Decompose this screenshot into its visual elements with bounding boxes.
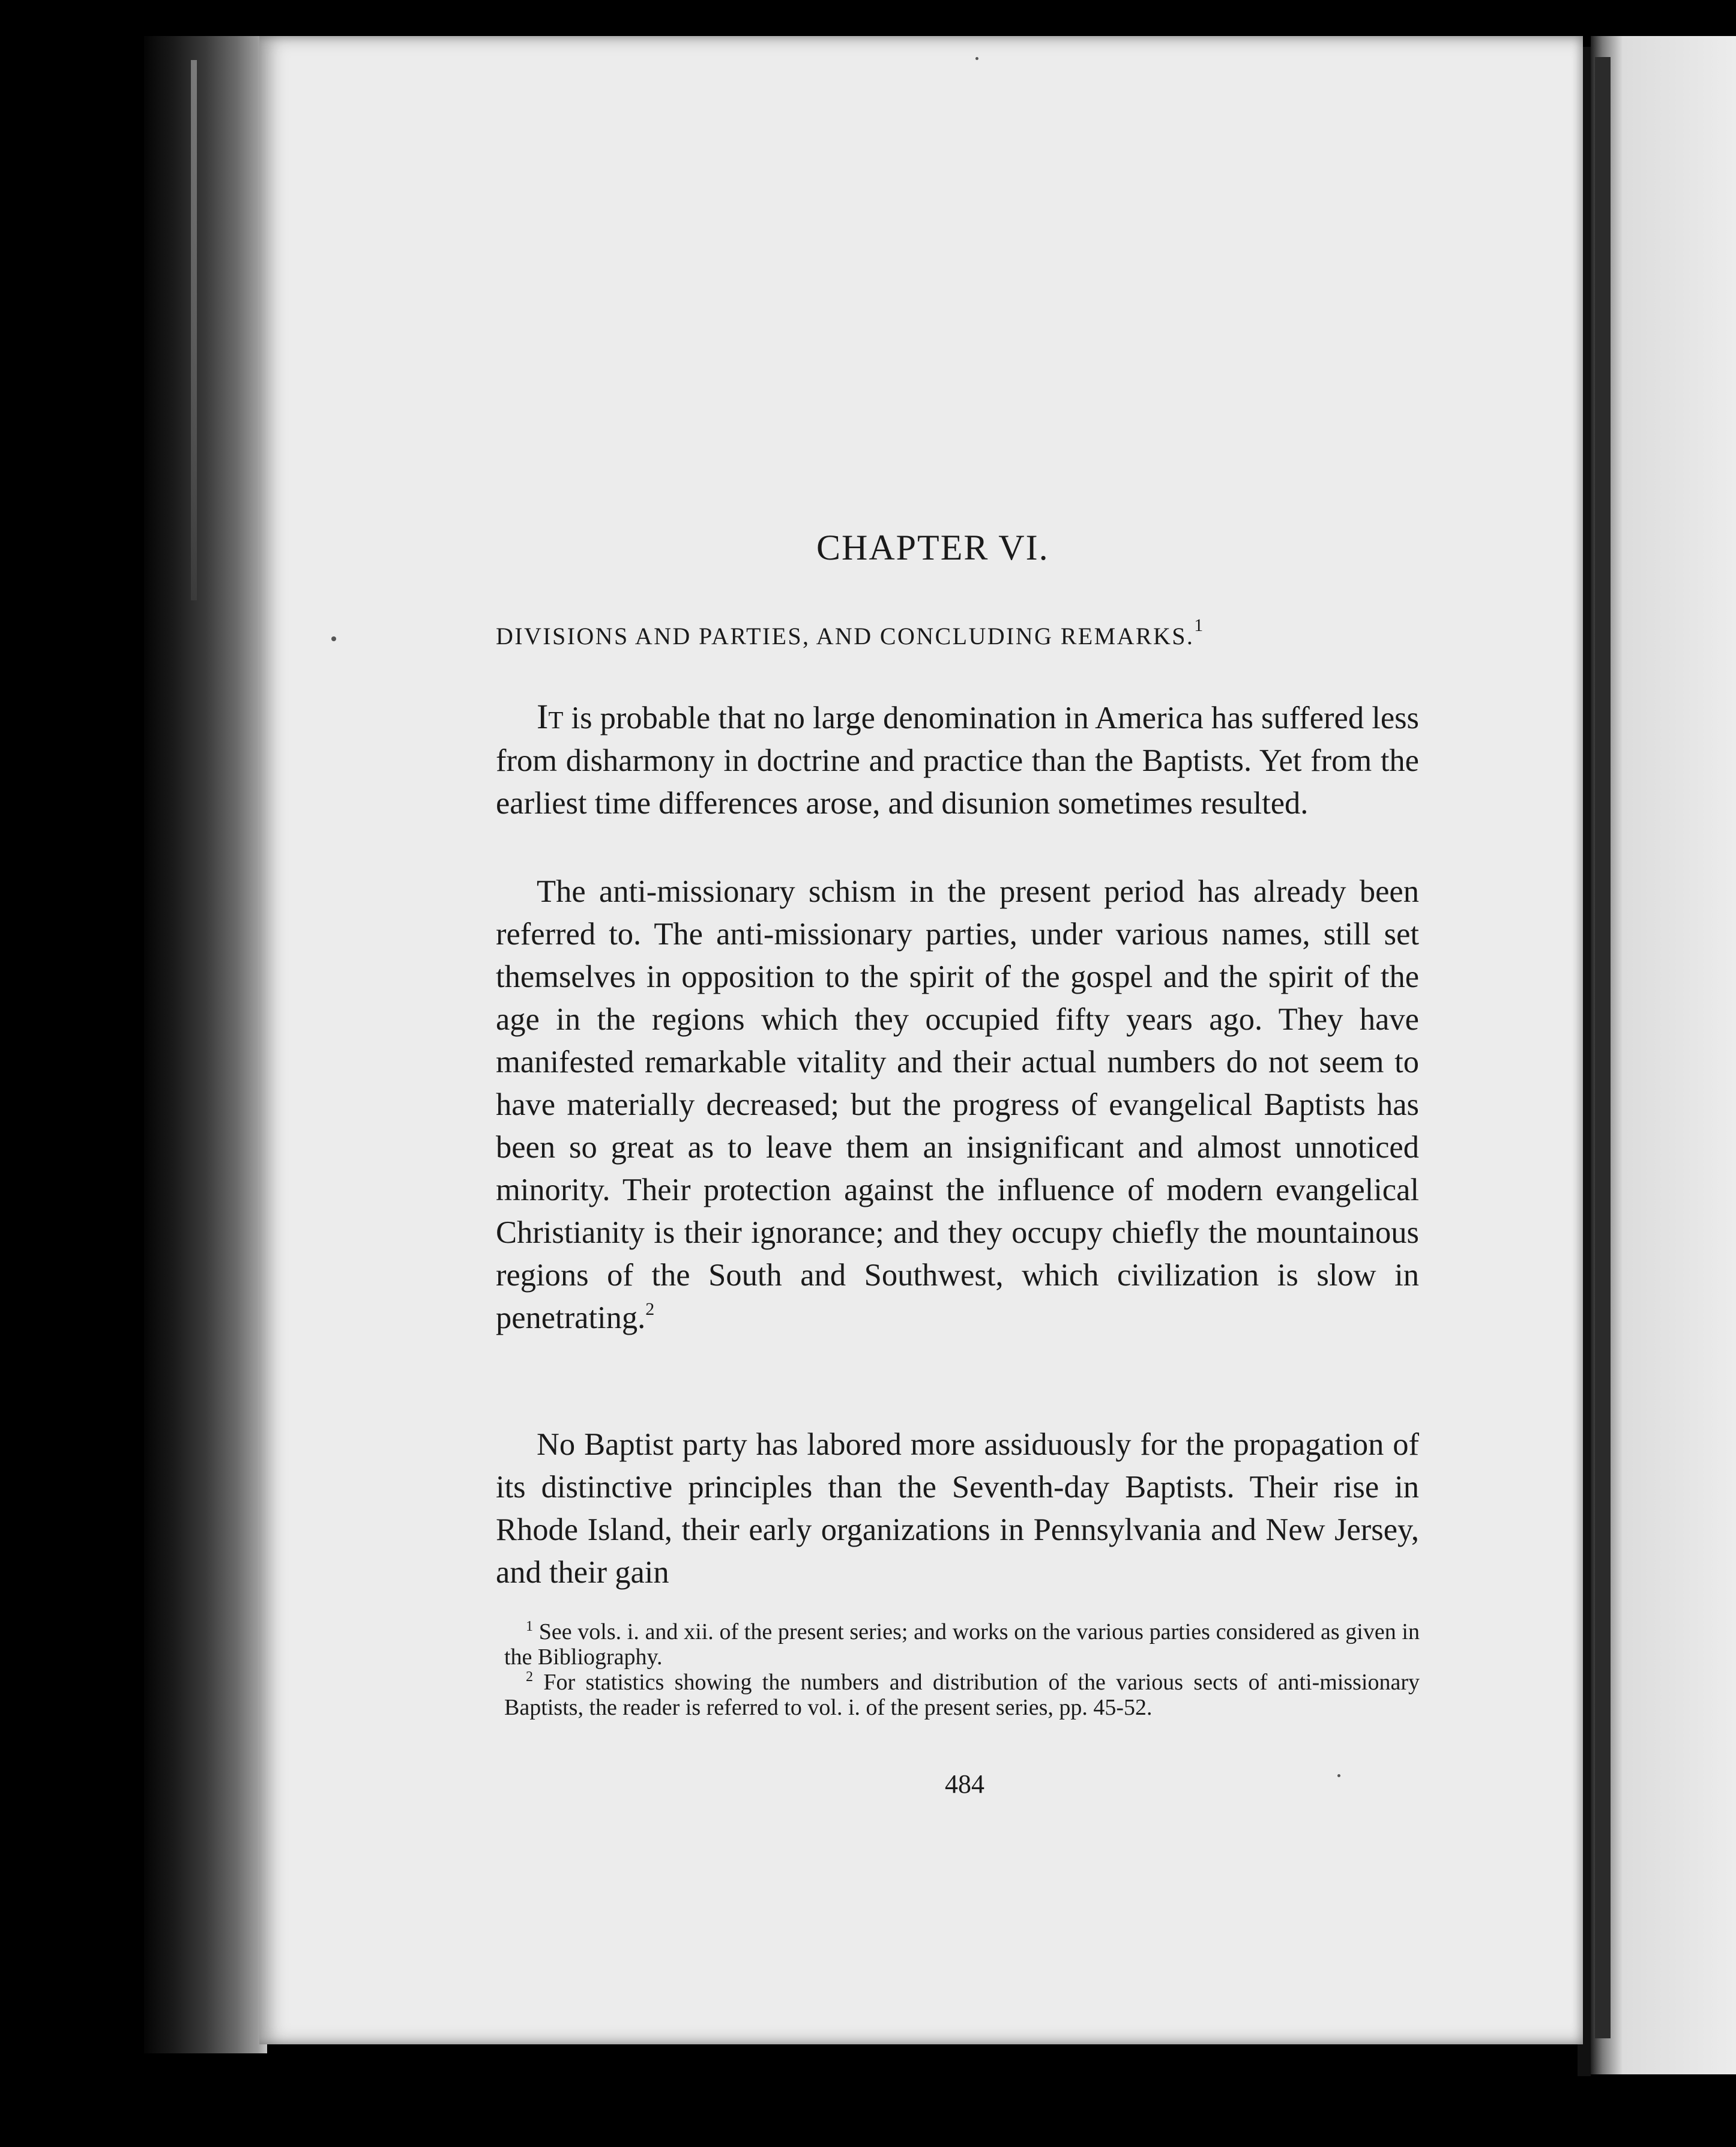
chapter-title: CHAPTER VI. (816, 528, 1049, 567)
footnote-ref-2: 2 (645, 1299, 655, 1319)
footnote-2-text: For statistics showing the numbers and distribution of the various sects of anti-missionary Baptists, the reader is referred to vol. i. of the present series, pp. 45-52. (504, 1670, 1420, 1720)
scan-speck (1337, 1774, 1340, 1777)
scan-speck (975, 57, 978, 60)
footnote-1-text: See vols. i. and xii. of the present series; and works on the various parties considered as given in the Bibliography. (504, 1619, 1420, 1670)
page-edge-block (144, 36, 267, 2053)
dropcap-word: It (537, 697, 564, 736)
paragraph-3 (496, 1424, 1419, 1594)
footnote-2-mark: 2 (526, 1669, 533, 1685)
footnotes (504, 1619, 1420, 1720)
scan-speck (331, 636, 336, 641)
facing-page (1591, 36, 1736, 2074)
page-number: 484 (945, 1769, 984, 1799)
section-heading-text: DIVISIONS AND PARTIES, AND CONCLUDING REMARKS. (496, 623, 1195, 650)
paragraph-1 (496, 695, 1419, 825)
footnote-1 (504, 1619, 1420, 1670)
paragraph-2-text: The anti-missionary schism in the present period has already been referred to. The anti-missionary parties, under various names, still set themselves in opposition to the spirit of the gospel and the spirit of the age in the regions which they occupied fifty years ago. They have manifested remarkable vitality and their actual numbers do not seem to have materially decreased; but the progress of evangelical Baptists has been so great as to leave them an insignificant and almost unnoticed minority. Their protection against the influence of modern evangelical Christianity is their ignorance; and they occupy chiefly the mountainous regions of the South and Southwest, which civilization is slow in penetrating. (496, 874, 1419, 1335)
footnote-2 (504, 1670, 1420, 1720)
footnote-1-mark: 1 (526, 1619, 533, 1634)
paragraph-3-text: No Baptist party has labored more assiduously for the propagation of its distinctive principles than the Seventh-day Baptists. Their rise in Rhode Island, their early organizations in Pennsylvania and New Jersey, and their gain (496, 1427, 1419, 1590)
paragraph-1-text: is probable that no large denomination in America has suffered less from disharmony in doctrine and practice than the Baptists. Yet from the earliest time differences arose, and disunion sometimes resulted. (496, 701, 1419, 821)
footnote-ref-1: 1 (1194, 615, 1205, 635)
facing-page-shadow (1595, 57, 1611, 2038)
paragraph-2 (496, 871, 1419, 1339)
page-edge-highlight (191, 60, 197, 600)
section-heading (496, 615, 1417, 650)
